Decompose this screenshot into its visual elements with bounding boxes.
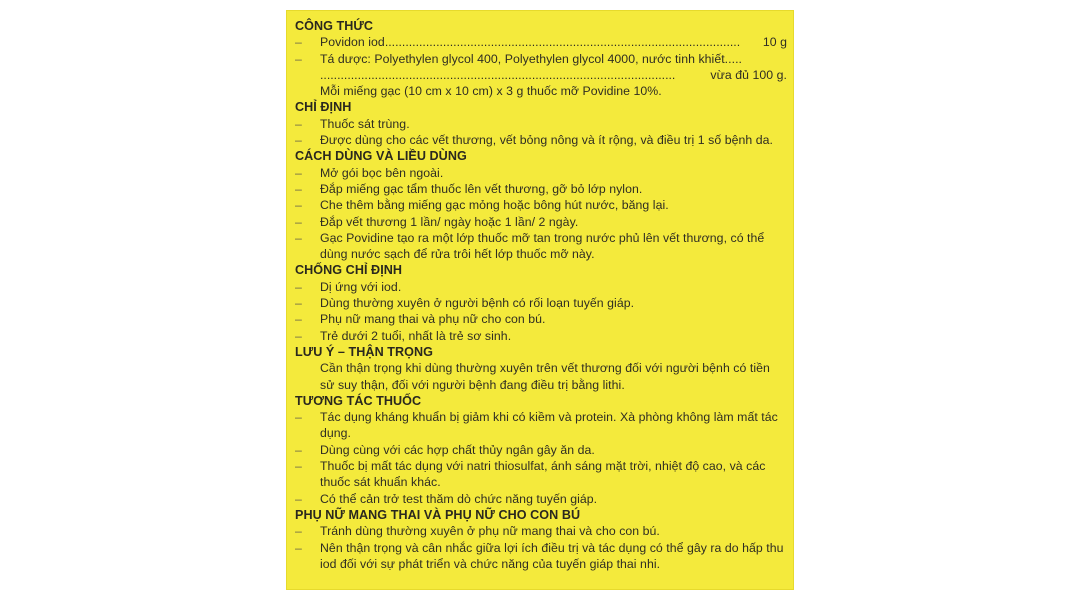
bullet-dash: – bbox=[295, 51, 302, 66]
list-item-text: Phụ nữ mang thai và phụ nữ cho con bú. bbox=[320, 312, 546, 327]
formula-item-excipients bbox=[295, 51, 787, 84]
list-item bbox=[295, 181, 787, 197]
leaflet-content bbox=[295, 18, 787, 572]
formula-excipients-text: Tá dược: Polyethylen glycol 400, Polyethylen glycol 4000, nước tinh khiết..... bbox=[320, 51, 743, 66]
caution-text: Cần thận trọng khi dùng thường xuyên trên vết thương đối với người bệnh có tiền sử suy thận, đối với người bệnh đang điều trị bằng lithi. bbox=[320, 361, 770, 392]
section-title-phu-nu: PHỤ NỮ MANG THAI VÀ PHỤ NỮ CHO CON BÚ bbox=[295, 507, 581, 522]
list-item bbox=[295, 132, 787, 148]
bullet-dash: – bbox=[295, 459, 302, 474]
list-item bbox=[295, 442, 787, 458]
bullet-dash: – bbox=[295, 279, 302, 294]
list-item bbox=[295, 523, 787, 539]
section-title-chi-dinh: CHỈ ĐỊNH bbox=[295, 100, 352, 115]
bullet-dash: – bbox=[295, 296, 302, 311]
section-title-luu-y: LƯU Ý – THẬN TRỌNG bbox=[295, 344, 433, 359]
bullet-dash: – bbox=[295, 116, 302, 131]
list-item-text: Đắp miếng gạc tẩm thuốc lên vết thương, gỡ bỏ lớp nylon. bbox=[320, 181, 643, 196]
dot-leader: ........................................................................................................ bbox=[384, 35, 741, 50]
bullet-dash: – bbox=[295, 540, 302, 555]
formula-amount: vừa đủ 100 g. bbox=[710, 67, 787, 82]
list-item bbox=[295, 409, 787, 442]
list-item bbox=[295, 165, 787, 181]
bullet-dash: – bbox=[295, 312, 302, 327]
list-item bbox=[295, 214, 787, 230]
bullet-dash: – bbox=[295, 410, 302, 425]
list-item-text: Dùng cùng với các hợp chất thủy ngân gây ăn da. bbox=[320, 442, 595, 457]
list-item bbox=[295, 279, 787, 295]
list-item-text: Có thể cản trở test thăm dò chức năng tuyến giáp. bbox=[320, 491, 598, 506]
bullet-dash: – bbox=[295, 181, 302, 196]
bullet-dash: – bbox=[295, 35, 302, 50]
list-item-text: Thuốc bị mất tác dụng với natri thiosulfat, ánh sáng mặt trời, nhiệt độ cao, và các thuốc sát khuẩn khác. bbox=[320, 459, 766, 490]
section-title-cong-thuc: CÔNG THỨC bbox=[295, 19, 374, 33]
bullet-dash: – bbox=[295, 442, 302, 457]
formula-ingredient: Povidon iod bbox=[320, 35, 385, 50]
list-item bbox=[295, 458, 787, 491]
section-title-tuong-tac: TƯƠNG TÁC THUỐC bbox=[295, 393, 422, 408]
list-item-text: Tác dụng kháng khuẩn bị giảm khi có kiềm và protein. Xà phòng không làm mất tác dụng. bbox=[320, 410, 778, 441]
list-item bbox=[295, 328, 787, 344]
bullet-dash: – bbox=[295, 165, 302, 180]
bullet-dash: – bbox=[295, 328, 302, 343]
list-item bbox=[295, 295, 787, 311]
formula-amount: 10 g bbox=[762, 35, 787, 50]
list-item-text: Dùng thường xuyên ở người bệnh có rối loạn tuyến giáp. bbox=[320, 296, 635, 311]
list-item-text: Tránh dùng thường xuyên ở phụ nữ mang thai và cho con bú. bbox=[320, 524, 660, 539]
list-item-text: Trẻ dưới 2 tuổi, nhất là trẻ sơ sinh. bbox=[320, 328, 512, 343]
product-leaflet-panel bbox=[286, 10, 794, 590]
list-item bbox=[295, 540, 787, 573]
list-item-text: Dị ứng với iod. bbox=[320, 279, 402, 294]
list-item bbox=[295, 491, 787, 507]
bullet-dash: – bbox=[295, 198, 302, 213]
formula-item-povidon bbox=[295, 34, 787, 50]
list-item-text: Nên thận trọng và cân nhắc giữa lợi ích điều trị và tác dụng có thể gây ra do hấp thu iod đối với sự phát triển và chức năng của tuyến giáp thai nhi. bbox=[320, 540, 784, 571]
bullet-dash: – bbox=[295, 524, 302, 539]
list-item bbox=[295, 311, 787, 327]
bullet-dash: – bbox=[295, 491, 302, 506]
list-item bbox=[295, 197, 787, 213]
list-item-text: Được dùng cho các vết thương, vết bỏng nông và ít rộng, và điều trị 1 số bệnh da. bbox=[320, 133, 773, 148]
list-item-text: Che thêm bằng miếng gạc mỏng hoặc bông hút nước, băng lại. bbox=[320, 198, 669, 213]
list-item bbox=[295, 230, 787, 263]
list-item-text: Đắp vết thương 1 lần/ ngày hoặc 1 lần/ 2 ngày. bbox=[320, 214, 579, 229]
bullet-dash: – bbox=[295, 230, 302, 245]
bullet-dash: – bbox=[295, 133, 302, 148]
bullet-dash: – bbox=[295, 214, 302, 229]
list-item-text: Gạc Povidine tạo ra một lớp thuốc mỡ tan trong nước phủ lên vết thương, có thể dùng nước sạch để rửa trôi hết lớp thuốc mỡ này. bbox=[320, 230, 765, 262]
section-title-cach-dung: CÁCH DÙNG VÀ LIỀU DÙNG bbox=[295, 149, 467, 164]
list-item-text: Mở gói bọc bên ngoài. bbox=[320, 165, 444, 180]
list-item bbox=[295, 116, 787, 132]
formula-note: Mỗi miếng gạc (10 cm x 10 cm) x 3 g thuốc mỡ Povidine 10%. bbox=[320, 84, 662, 99]
dot-leader: ........................................................................................................ bbox=[320, 67, 676, 82]
section-title-chong-chi-dinh: CHỐNG CHỈ ĐỊNH bbox=[295, 263, 403, 278]
list-item-text: Thuốc sát trùng. bbox=[320, 116, 410, 131]
